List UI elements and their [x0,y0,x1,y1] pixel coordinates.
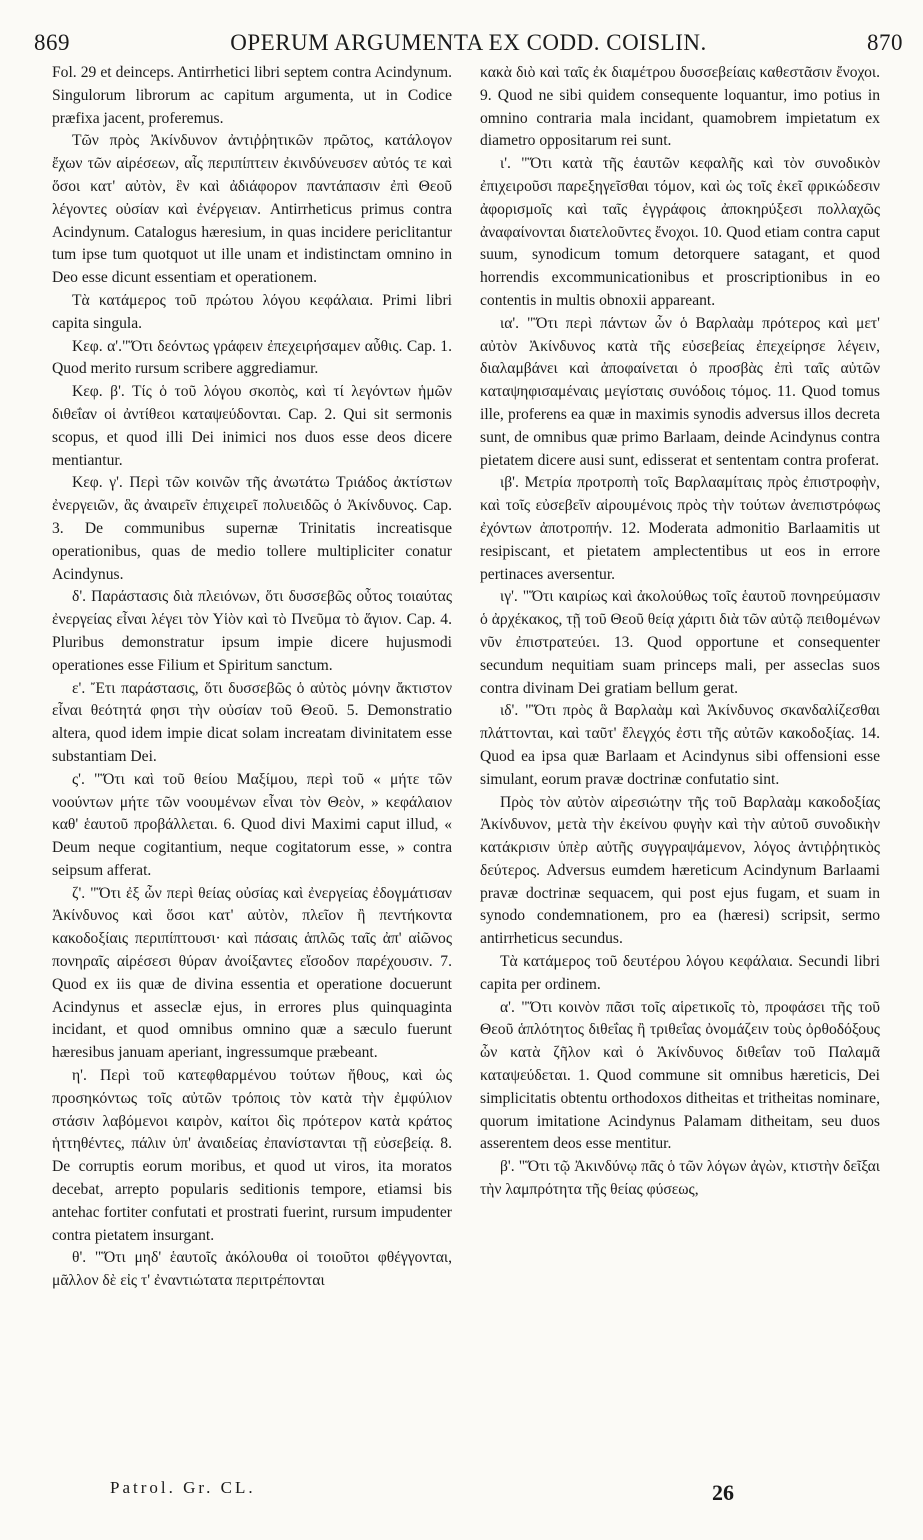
left-column-number: 869 [34,30,70,55]
paragraph: Κεφ. β'. Τίς ὁ τοῦ λόγου σκοπὸς, καὶ τί λεγόντων ἡμῶν διθεΐαν οἱ ἀντίθεοι καταψεύδονται. Cap. 2. Qui sit sermonis scopus, et quod illi Dei inimici nos duos esse deos dicere mentiantur. [52,383,452,469]
paragraph: Τὰ κατάμερος τοῦ πρώτου λόγου κεφάλαια. Primi libri capita singula. [52,291,452,332]
signature-mark: Patrol. Gr. CL. [110,1478,256,1497]
paragraph: Τὰ κατάμερος τοῦ δευτέρου λόγου κεφάλαια. Secundi libri capita per ordinem. [480,953,880,993]
paragraph: Κεφ. α'."Ὅτι δεόντως γράφειν ἐπεχειρήσαμεν αὖθις. Cap. 1. Quod merito rursum scribere aggrediamur. [52,337,452,378]
paragraph: Fol. 29 et deinceps. Antirrhetici libri septem contra Acindynum. Singulorum librorum ac capitum argumenta, ut in Codice præfixa jacent, proferemus. [52,64,452,127]
paragraph: θ'. "Ὅτι μηδ' ἑαυτοῖς ἀκόλουθα οἱ τοιοῦτοι φθέγγονται, μᾶλλον δὲ εἰς τ' ἐναντιώτατα περιτρέπονται [52,1249,452,1290]
left-column [52,62,452,1293]
paragraph: ιβ'. Μετρία προτροπὴ τοῖς Βαρλααμίταις πρὸς ἐπιστροφὴν, καὶ τοῖς εὐσεβεῖν αἱρουμένοις πρὸς τὴν τούτων ἀνεπιστρόφως ἐχόντων ἀποτροπήν. 12. Moderata admonitio Barlaamitis ut resipiscant, et pietatem amplectentibus ut eos in errore pertinaces aversentur. [480,474,880,583]
paragraph: κακὰ διὸ καὶ ταῖς ἐκ διαμέτρου δυσσεβείαις καθεστᾶσιν ἔνοχοι. 9. Quod ne sibi quidem consequente loquantur, imo potius in omnino contraria mala incidant, quamobrem impietatum ex diametro oppositarum rei sunt. [480,64,880,150]
page-number: 26 [712,1480,734,1505]
paragraph: α'. "Ὅτι κοινὸν πᾶσι τοῖς αἱρετικοῖς τὸ, προφάσει τῆς τοῦ Θεοῦ ἁπλότητος διθεΐας ἢ τριθεΐας ὀνομάζειν τοὺς ὀρθοδόξους ὧν κατὰ ζῆλον καὶ ὁ Ἀκίνδυνος διθεΐαν τοῦ Παλαμᾶ καταψεύδεται. 1. Quod commune sit omnibus hæreticis, Dei simplicitatis obtentu orthodoxos ditheitas et tritheitas nominare, quorum imitatione Acindynus Palamam ditheitam, seu duos asserentem deos esse mentitur. [480,998,880,1153]
paragraph: ε'. Ἔτι παράστασις, ὅτι δυσσεβῶς ὁ αὐτὸς μόνην ἄκτιστον εἶναι θεότητά φησι τὴν οὐσίαν τοῦ Θεοῦ. 5. Demonstratio altera, quod idem impie dicat solam increatam divinitatem esse substantiam Dei. [52,679,452,765]
paragraph: δ'. Παράστασις διὰ πλειόνων, ὅτι δυσσεβῶς οὗτος τοιαύτας ἐνεργείας εἶναι λέγει τὸν Υἱὸν καὶ τὸ Πνεῦμα τὸ ἅγιον. Cap. 4. Pluribus demonstratur ipsum impie dicere hujusmodi operationes esse Filium et Spiritum sanctum. [52,588,452,674]
paragraph: ια'. "Ὅτι περὶ πάντων ὧν ὁ Βαρλαὰμ πρότερος καὶ μετ' αὐτὸν Ἀκίνδυνος κατὰ τῆς εὐσεβείας ἐπεχείρησε λέγειν, διαλαμβάνει καὶ ἀποφαίνεται ὁ προσβὰς ἐπὶ ταῖς αὐτῶν καταψηφισαμέναις μεγίσταις συνόδοις τόμος. 11. Quod tomus ille, proferens ea quæ in maximis synodis adversus illos decreta sunt, de omnibus quæ primo Barlaam, deinde Acindynus contra pietatem dicere ausi sunt, edisserat et sententam contra proferat. [480,314,880,469]
paragraph: ζ'. "Ὅτι ἐξ ὧν περὶ θείας οὐσίας καὶ ἐνεργείας ἐδογμάτισαν Ἀκίνδυνος καὶ ὅσοι κατ' αὐτὸν, πλεῖον ἢ πεντήκοντα κακοδοξίαις περιπίπτουσι· καὶ πάσαις ἁπλῶς ταῖς ἀπ' αἰῶνος πονηραῖς αἱρέσεσι θύραν ἀνοίξαντες εἴσοδον παρέχουσιν. 7. Quod ex iis quæ de divina essentia et operatione docuerunt Acindynus et asseclæ ejus, in errores plus quinquaginta incidant, et quod omnibus omnino quæ a sæculo fuerunt hæresibus januam aperiant, ingressumque præbeant. [52,884,452,1062]
paragraph: ι'. "Ὅτι κατὰ τῆς ἑαυτῶν κεφαλῆς καὶ τὸν συνοδικὸν ἐπιχειροῦσι παρεξηγεῖσθαι τόμον, καὶ ὡς τοῖς ἐκεῖ φρικώδεσιν ἀφορισμοῖς καὶ ταῖς ἐγγράφοις ἀποκηρύξεσι πολλαχῶς ἀναφαίνονται διατελοῦντες ἔνοχοι. 10. Quod etiam contra caput suum, synodicum tomum detorquere satagant, et quod horrendis excommunicationibus et proscriptionibus in eo contentis in multis obnoxii appareant. [480,155,880,309]
paragraph: ιγ'. "Ὅτι καιρίως καὶ ἀκολούθως τοῖς ἑαυτοῦ πονηρεύμασιν ὁ ἀρχέκακος, τῇ τοῦ Θεοῦ θείᾳ χάριτι διὰ τῶν αὐτῷ πειθομένων νῦν ἐπιστρατεύει. 13. Quod opportune et consequenter secundum nequitiam suam princeps mali, per asseclas suos contra divinam Dei gratiam bellum gerat. [480,588,880,697]
running-title: OPERUM ARGUMENTA EX CODD. COISLIN. [230,30,707,55]
paragraph: ς'. "Ὅτι καὶ τοῦ θείου Μαξίμου, περὶ τοῦ « μήτε τῶν νοούντων μήτε τῶν νοουμένων εἶναι τὸν Θεὸν, » κεφάλαιον καθ' ἑαυτοῦ προβάλλεται. 6. Quod divi Maximi caput illud, « Deum neque cogitantium, neque cogitatorum esse, » contra seipsum afferat. [52,770,452,879]
paragraph: η'. Περὶ τοῦ κατεφθαρμένου τούτων ἤθους, καὶ ὡς προσηκόντως τοῖς αὐτῶν τρόποις τὸν κατὰ τὴν ἐμφύλιον στάσιν λαβόμενοι καιρὸν, καίτοι δὶς πρότερον κατὰ κράτος ἡττηθέντες, πάλιν ὑπ' ἀναιδείας ἐπανίστανται τῇ εὐσεβείᾳ. 8. De corruptis eorum moribus, et quod ut viros, ita moratos decebat, arrepto popularis seditionis tempore, etiamsi bis antehac fortiter confutati et prostrati fuerint, rursum impudenter contra pietatem insurgant. [52,1067,452,1244]
right-column-number: 870 [867,30,903,55]
paragraph: Τῶν πρὸς Ἀκίνδυνον ἀντιῤῥητικῶν πρῶτος, κατάλογον ἔχων τῶν αἱρέσεων, αἷς περιπίπτειν ἐκινδύνευσεν αὐτός τε καὶ ὅσοι κατ' αὐτὸν, ἓν καὶ ἀδιάφορον παντάπασιν ἐπὶ Θεοῦ λέγοντες οὐσίαν καὶ ἐνέργειαν. Antirrheticus primus contra Acindynum. Catalogus hæresium, in quas incidere periclitantur tum ipse tum quotquot ut ille unam et indistinctam omnino in Deo esse dicunt essentiam et operationem. [52,132,452,287]
paragraph: ιδ'. "Ὅτι πρὸς ἃ Βαρλαὰμ καὶ Ἀκίνδυνος σκανδαλίζεσθαι πλάττονται, καὶ ταῦτ' ἔλεγχός ἐστι τῆς αὐτῶν κακοδοξίας. 14. Quod ea ipsa quæ Barlaam et Acindynus sibi offensioni esse simulant, eorum pravæ doctrinæ confutatio sint. [480,702,880,788]
right-column [480,62,880,1202]
paragraph: β'. "Ὅτι τῷ Ἀκινδύνῳ πᾶς ὁ τῶν λόγων ἀγὼν, κτιστὴν δεῖξαι τὴν λαμπρότητα τῆς θείας φύσεως, [480,1158,880,1199]
paragraph: Κεφ. γ'. Περὶ τῶν κοινῶν τῆς ἀνωτάτω Τριάδος ἀκτίστων ἐνεργειῶν, ἃς ἀναιρεῖν ἐπιχειρεῖ πολυειδῶς ὁ Ἀκίνδυνος. Cap. 3. De communibus supernæ Trinitatis increatisque operationibus, quas de medio tollere multipliciter conatur Acindynus. [52,474,452,583]
paragraph: Πρὸς τὸν αὐτὸν αἱρεσιώτην τῆς τοῦ Βαρλαὰμ κακοδοξίας Ἀκίνδυνον, μετὰ τὴν ἐκείνου φυγὴν καὶ τὴν αὐτοῦ συνοδικὴν κατάκρισιν ὑπὲρ αὐτῆς συγγραψάμενον, λόγος ἀντιῤῥητικὸς δεύτερος. Adversus eumdem hæreticum Acindynum Barlaami pravæ doctrinæ sequacem, qui post ejus fugam, et suam in synodo condemnationem, pro ea (hæresi) scripsit, sermo antirrheticus secundus. [480,793,880,948]
running-head [34,30,903,60]
